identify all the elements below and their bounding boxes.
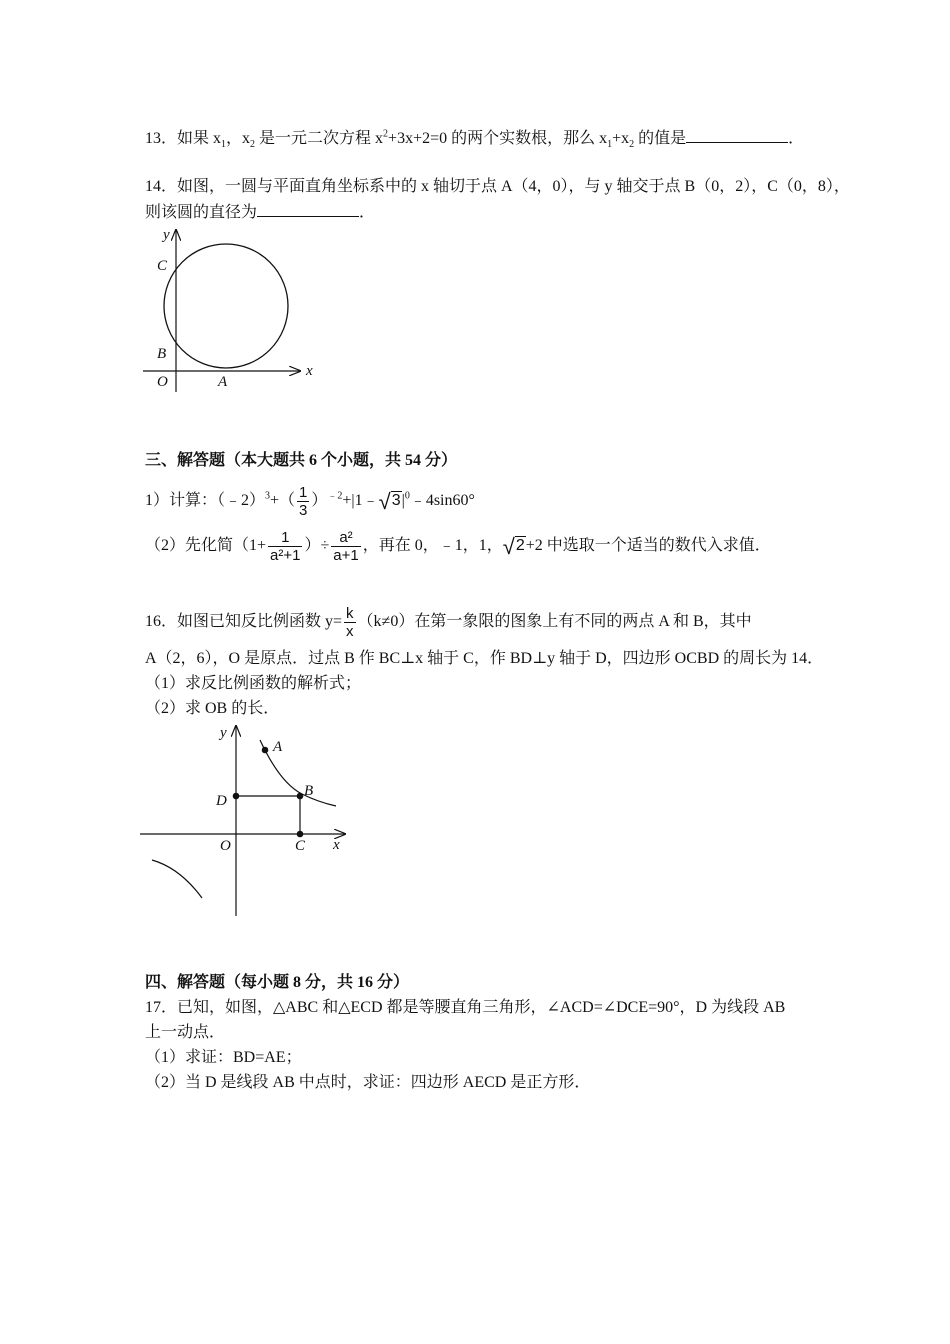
- point-C-label: C: [157, 258, 168, 274]
- sqrt-2: √2: [502, 534, 525, 559]
- point-C: [297, 831, 304, 838]
- question-13: [145, 128, 804, 149]
- y-axis-label: y: [163, 227, 170, 243]
- superscript: 3: [265, 490, 271, 502]
- point-C-label: C: [295, 838, 306, 854]
- point-A: [262, 747, 269, 754]
- question-17-line2: 上一动点．: [145, 1024, 226, 1041]
- x-axis-label: x: [333, 837, 340, 853]
- question-17-line1: 17．已知，如图，△ABC 和△ECD 都是等腰直角三角形，∠ACD=∠DCE=90°，D 为线段 AB: [145, 999, 786, 1016]
- q16-text: 16．如图已知反比例函数 y=: [145, 613, 343, 630]
- question-15-part1: [145, 482, 475, 521]
- q15a-text: +|1﹣: [342, 492, 379, 509]
- question-16-sub2: （2）求 OB 的长．: [145, 700, 280, 717]
- hyperbola-branch-3: [152, 860, 202, 898]
- subscript: 1: [607, 139, 613, 151]
- fraction-one-third: [297, 484, 309, 519]
- q15b-text: （2）先化简（1+: [145, 537, 267, 554]
- point-A-label: A: [273, 739, 283, 755]
- fraction-a2-over-aplus1: [331, 529, 360, 564]
- point-D-label: D: [216, 793, 227, 809]
- x-axis-label: x: [306, 363, 313, 379]
- q15b-text: +2 中选取一个适当的数代入求值．: [525, 537, 771, 554]
- q13-text: 13．如果 x: [145, 130, 222, 147]
- answer-blank[interactable]: [257, 202, 359, 217]
- origin-label: O: [157, 374, 168, 390]
- q14-text: 则该圆的直径为: [145, 204, 258, 221]
- q15a-text: 1）计算：（﹣2）: [145, 492, 266, 509]
- q13-text: 是一元二次方程 x: [255, 130, 384, 147]
- q13-text: +x: [612, 130, 630, 147]
- q16-text: （k≠0）在第一象限的图象上有不同的两点 A 和 B，其中: [357, 613, 752, 630]
- q13-text: ．: [788, 130, 805, 147]
- radicand: 3: [391, 492, 401, 509]
- y-axis-label: y: [220, 725, 227, 741]
- question-17-sub2: （2）当 D 是线段 AB 中点时，求证：四边形 AECD 是正方形．: [145, 1074, 591, 1091]
- q15a-text: |: [401, 492, 405, 509]
- q15b-text: ）÷: [304, 537, 330, 554]
- fraction-numerator: a²: [339, 528, 353, 546]
- question-14-line2: [145, 202, 375, 223]
- q15a-text: ﹣4sin60°: [409, 492, 475, 509]
- point-B-label: B: [157, 346, 167, 362]
- subscript: 2: [250, 139, 256, 151]
- point-D: [233, 793, 240, 800]
- sqrt-3: √3: [378, 489, 401, 514]
- subscript: 2: [629, 139, 635, 151]
- circle-figure: [140, 222, 325, 397]
- fraction-k-over-x: [344, 605, 356, 640]
- q15b-text: ，再在 0，﹣1，1，: [362, 537, 503, 554]
- question-16-line2: A（2，6），O 是原点．过点 B 作 BC⊥x 轴于 C，作 BD⊥y 轴于 D，四边形 OCBD 的周长为 14．: [145, 650, 824, 667]
- question-17-sub1: （1）求证：BD=AE；: [145, 1049, 302, 1066]
- question-16-sub1: （1）求反比例函数的解析式；: [145, 675, 362, 692]
- origin-label: O: [220, 838, 231, 854]
- q14-text: ．: [359, 204, 376, 221]
- fraction-numerator: 1: [299, 483, 308, 501]
- superscript: 2: [383, 128, 389, 140]
- q13-text: 的值是: [634, 130, 687, 147]
- point-B-label: B: [304, 783, 314, 799]
- point-B: [297, 793, 304, 800]
- superscript: ﹣2: [327, 490, 343, 502]
- answer-blank[interactable]: [686, 128, 788, 143]
- fraction-numerator: k: [346, 604, 354, 622]
- circle-shape: [164, 244, 288, 368]
- q15a-text: +（: [270, 492, 296, 509]
- section-3-heading: 三、解答题（本大题共 6 个小题，共 54 分）: [145, 452, 458, 469]
- q15a-text: ）: [311, 492, 328, 509]
- hyperbola-figure: [140, 718, 355, 918]
- radicand: 2: [515, 537, 525, 554]
- fraction-1-over-a2plus1: [268, 529, 302, 564]
- point-A-label: A: [218, 374, 228, 390]
- fraction-denominator: 3: [299, 501, 308, 519]
- fraction-numerator: 1: [281, 528, 290, 546]
- section-4-heading: 四、解答题（每小题 8 分，共 16 分）: [145, 974, 410, 991]
- fraction-denominator: x: [346, 622, 354, 640]
- superscript: 0: [404, 490, 410, 502]
- q13-text: +3x+2=0 的两个实数根，那么 x: [388, 130, 608, 147]
- question-14-line1: 14．如图，一圆与平面直角坐标系中的 x 轴切于点 A（4，0），与 y 轴交于点 B（0，2），C（0，8），: [145, 178, 850, 195]
- subscript: 1: [221, 139, 227, 151]
- q13-text: ，x: [226, 130, 251, 147]
- question-15-part2: [145, 527, 771, 566]
- fraction-denominator: a+1: [333, 546, 359, 564]
- question-16-line1: [145, 603, 752, 641]
- fraction-denominator: a²+1: [270, 546, 301, 564]
